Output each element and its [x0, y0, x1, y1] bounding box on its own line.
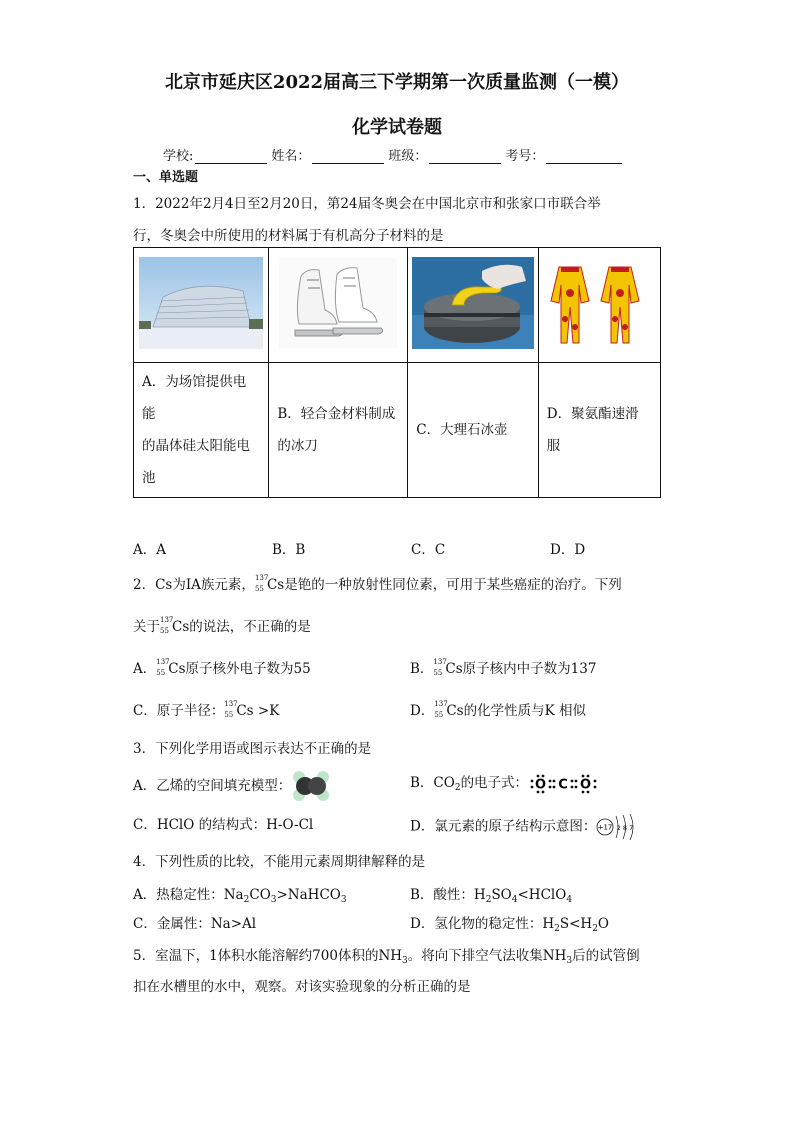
q2-stem-line1-a: 2．Cs为IA族元素， [133, 577, 255, 593]
q1-option-c [408, 363, 539, 498]
q4-options-row1 [133, 883, 693, 905]
q1-choice-d[interactable]: D．D [550, 542, 586, 558]
stadium-image-cell [134, 248, 269, 363]
cs137-nuclide: 137 55 [160, 616, 174, 635]
q1-choice-a[interactable]: A．A [133, 542, 166, 558]
exam-number-blank [546, 149, 622, 164]
q3-option-c[interactable]: C．HClO 的结构式：H-O-Cl [133, 817, 314, 833]
q1-option-a-line4: 池 [142, 470, 156, 486]
cs137-nuclide: 137 55 [434, 700, 448, 719]
cs137-nuclide: 137 55 [254, 574, 269, 593]
ice-skates-image-cell [269, 248, 408, 363]
q1-options-table [133, 247, 661, 498]
class-label: 班级： [388, 149, 428, 164]
stadium-image [139, 257, 263, 349]
co2-electron-formula-icon [528, 773, 600, 795]
chlorine-atom-structure-icon [596, 813, 642, 841]
q1-choice-b[interactable]: B．B [272, 542, 306, 558]
q1-option-b-line2: 的冰刀 [277, 438, 318, 454]
name-label: 姓名： [271, 149, 311, 164]
q1-option-a-line2: 能 [142, 406, 156, 422]
q4-option-c[interactable]: C．金属性：Na>Al [133, 916, 257, 932]
q1-option-a [134, 363, 269, 498]
q1-stem-line1: 1．2022年2月4日至2月20日，第24届冬奥会在中国北京市和张家口市联合举 [133, 196, 601, 212]
q2-option-a[interactable]: A． 137 55 Cs原子核外电子数为55 [133, 658, 311, 677]
exam-title: 北京市延庆区2022届高三下学期第一次质量监测（一模） [164, 72, 630, 93]
q3-option-b[interactable]: B．$CO_2$的电子式： O C O [410, 771, 600, 795]
q3-options-row2 [133, 813, 693, 833]
q1-option-c-line1: C．大理石冰壶 [416, 422, 508, 438]
ice-skates-image [279, 258, 397, 348]
q2-stem-line2 [133, 615, 311, 635]
cs137-nuclide: 137 55 [156, 658, 170, 677]
svg-text:C: C [558, 777, 568, 792]
name-blank [312, 149, 384, 164]
q2-option-b[interactable]: B． 137 55 Cs原子核内中子数为137 [410, 658, 597, 677]
school-label: 学校: [163, 149, 194, 164]
q4-options-row2 [133, 912, 693, 932]
q4-option-d[interactable]: D．氢化物的稳定性：$H_2S<H_2O$ [410, 916, 609, 934]
q1-option-b-line1: B．轻合金材料制成 [277, 406, 396, 422]
exam-subtitle: 化学试卷题 [352, 117, 442, 138]
q5-stem-line2: 扣在水槽里的水中，观察。对该实验现象的分析正确的是 [133, 979, 471, 995]
q2-option-d[interactable]: D． 137 55 Cs的化学性质与K 相似 [410, 700, 586, 719]
q1-option-b [269, 363, 408, 498]
q2-stem-line1 [133, 573, 622, 593]
cs137-nuclide: 137 55 [224, 700, 238, 719]
svg-text:O: O [580, 777, 592, 792]
q4-option-a[interactable]: A．热稳定性：$Na_2CO_3>NaHCO_3$ [133, 887, 347, 905]
q2-stem-line2-b: Cs的说法，不正确的是 [172, 619, 311, 635]
q4-option-b[interactable]: B．酸性：$H_2SO_4<HClO_4$ [410, 887, 573, 905]
q1-option-d-line1: D．聚氨酯速滑 [546, 406, 639, 422]
q2-options-row1 [133, 657, 693, 677]
section-title: 一、单选题 [133, 170, 199, 185]
school-blank [195, 149, 267, 164]
curling-stone-image-cell [408, 248, 539, 363]
q1-option-a-line1: A．为场馆提供电 [142, 374, 247, 390]
cl-nucleus-label: +17 [597, 823, 613, 832]
q1-option-d-line2: 服 [546, 438, 561, 454]
curling-stone-image [412, 257, 534, 349]
q1-option-d [538, 363, 660, 498]
exam-number-label: 考号： [505, 149, 545, 164]
cl-shells-label: 2 8 7 [617, 824, 634, 832]
speed-skating-suit-image [545, 257, 653, 349]
q3-stem: 3．下列化学用语或图示表达不正确的是 [133, 741, 372, 757]
class-blank [429, 149, 501, 164]
q2-stem-line1-b: Cs是铯的一种放射性同位素，可用于某些癌症的治疗。下列 [266, 577, 622, 593]
cs137-nuclide: 137 55 [433, 658, 447, 677]
q1-option-a-line3: 的晶体硅太阳能电 [142, 438, 250, 454]
q2-stem-line2-a: 关于 [133, 619, 160, 635]
q2-options-row2 [133, 699, 693, 719]
q1-choice-c[interactable]: C．C [411, 542, 446, 558]
q2-option-c[interactable]: C．原子半径： 137 55 Cs >K [133, 700, 280, 719]
q3-option-a[interactable]: A．乙烯的空间填充模型： [133, 778, 331, 794]
q1-stem-line2: 行，冬奥会中所使用的材料属于有机高分子材料的是 [133, 228, 444, 244]
q3-option-d[interactable]: D．氯元素的原子结构示意图： +17 2 8 7 [410, 813, 642, 841]
q4-stem: 4．下列性质的比较，不能用元素周期律解释的是 [133, 854, 426, 870]
svg-text:O: O [535, 777, 547, 792]
ethylene-space-filling-model-icon [291, 771, 331, 801]
q3-options-row1 [133, 771, 693, 801]
q1-choices [133, 538, 693, 558]
student-info-line [163, 145, 626, 164]
speed-skating-suit-image-cell [538, 248, 660, 363]
q5-stem-line1: 5．室温下，1体积水能溶解约700体积的$NH_3$。将向下排空气法收集$NH_3$后的试管倒 [133, 948, 640, 966]
